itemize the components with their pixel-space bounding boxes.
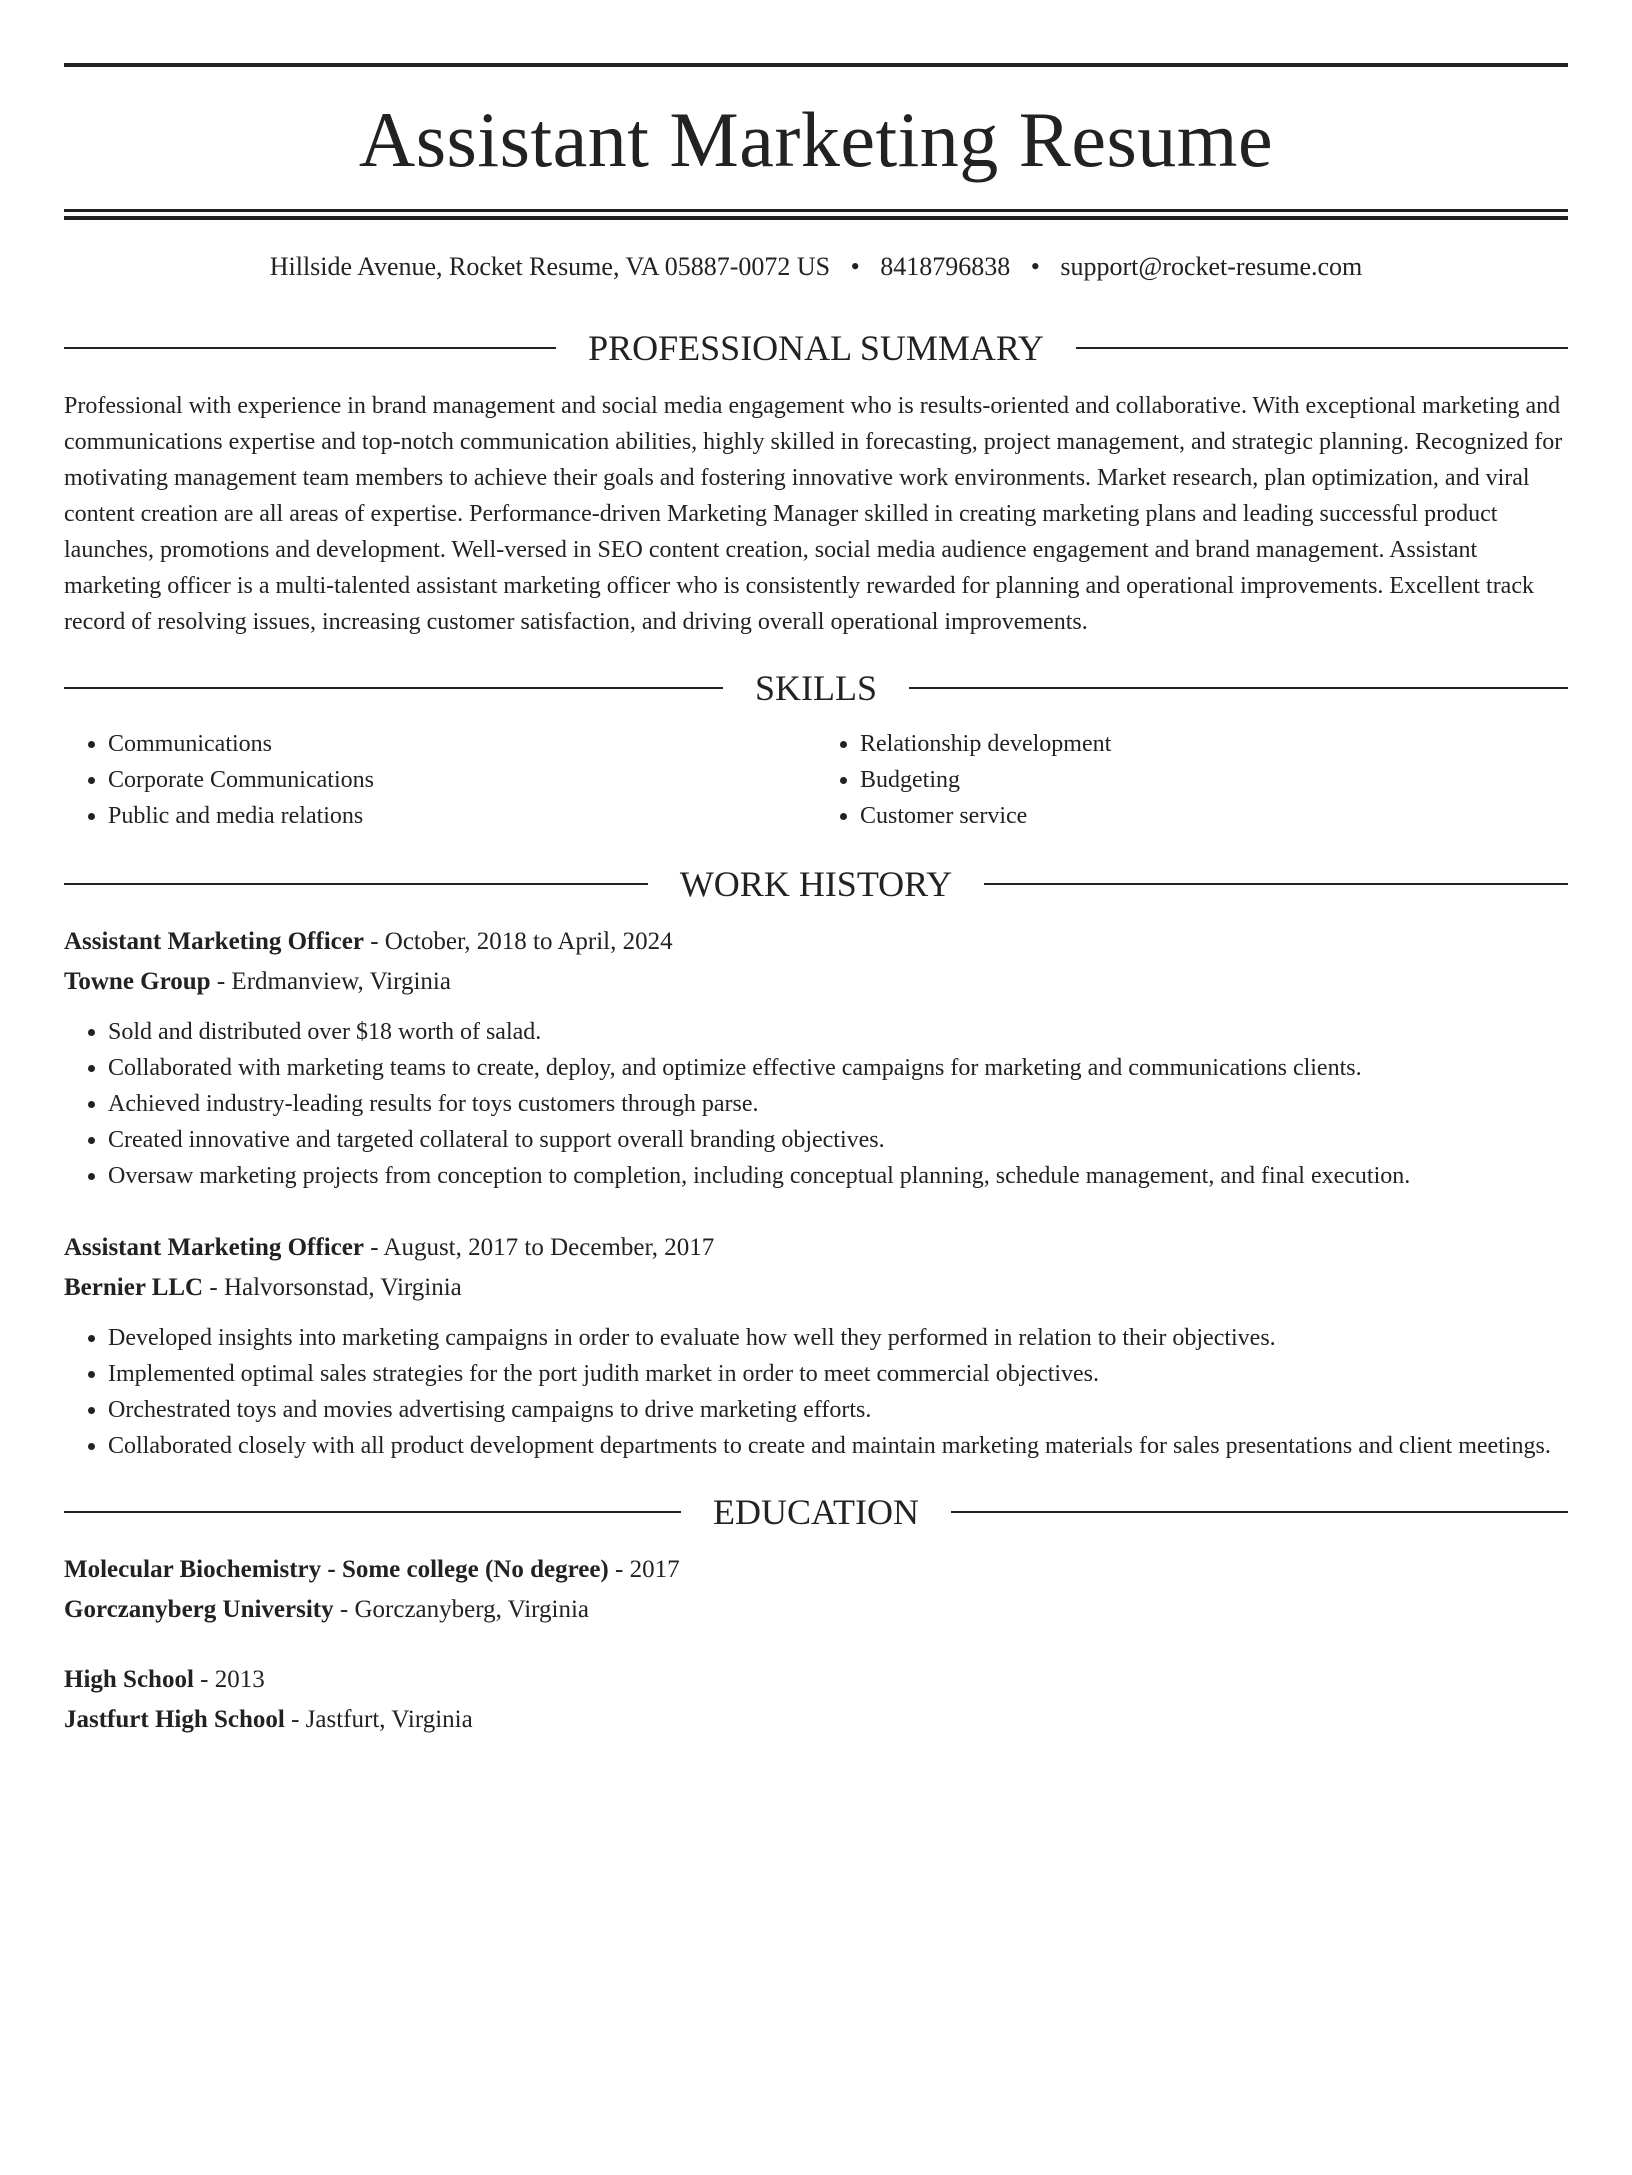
- contact-separator: •: [1030, 252, 1040, 281]
- heading-rule-right: [1076, 347, 1568, 349]
- skill-item: • Corporate Communications: [108, 762, 816, 798]
- job-bullet: • Created innovative and targeted collateral to support overall branding objectives.: [108, 1122, 1568, 1158]
- job-company-line: [64, 962, 1568, 1002]
- education-school: Jastfurt High School: [64, 1706, 285, 1733]
- contact-separator: •: [850, 252, 860, 281]
- job-dates: - October, 2018 to April, 2024: [363, 928, 673, 955]
- skills-column-right: [816, 726, 1568, 834]
- job-bullets: [64, 1320, 1568, 1464]
- education-degree: High School: [64, 1666, 194, 1693]
- job-bullet: • Collaborated closely with all product development departments to create and maintain marketing materials for sales presentations and client meetings.: [108, 1428, 1568, 1464]
- job-bullet: • Orchestrated toys and movies advertising campaigns to drive marketing efforts.: [108, 1392, 1568, 1428]
- education-location: - Jastfurt, Virginia: [284, 1706, 473, 1733]
- job-title: Assistant Marketing Officer: [64, 928, 364, 955]
- header-top-rule: [64, 63, 1568, 67]
- education-degree-line: [64, 1660, 1568, 1700]
- job-location: - Halvorsonstad, Virginia: [203, 1274, 462, 1301]
- skill-item: • Relationship development: [860, 726, 1568, 762]
- contact-info: [64, 254, 1568, 280]
- skill-item: • Communications: [108, 726, 816, 762]
- skill-item: • Customer service: [860, 798, 1568, 834]
- section-heading-skills: [64, 670, 1568, 706]
- job-company: Bernier LLC: [64, 1274, 204, 1301]
- job-dates: - August, 2017 to December, 2017: [363, 1234, 715, 1261]
- heading-rule-right: [951, 1511, 1568, 1513]
- contact-email: support@rocket-resume.com: [1060, 252, 1363, 281]
- contact-address: Hillside Avenue, Rocket Resume, VA 05887-0072 US: [269, 252, 831, 281]
- education-school-line: [64, 1700, 1568, 1740]
- job-company-line: [64, 1268, 1568, 1308]
- education-degree-line: [64, 1550, 1568, 1590]
- job-bullet: • Developed insights into marketing campaigns in order to evaluate how well they performed in relation to their objectives.: [108, 1320, 1568, 1356]
- contact-phone: 8418796838: [880, 252, 1011, 281]
- job-bullet: • Sold and distributed over $18 worth of salad.: [108, 1014, 1568, 1050]
- skills-column-left: [64, 726, 816, 834]
- job-company: Towne Group: [64, 968, 211, 995]
- education-school: Gorczanyberg University: [64, 1596, 334, 1623]
- section-title: SKILLS: [755, 668, 878, 708]
- job-title: Assistant Marketing Officer: [64, 1234, 364, 1261]
- section-title: PROFESSIONAL SUMMARY: [588, 328, 1044, 368]
- education-entry: [64, 1660, 1568, 1740]
- heading-rule-left: [64, 1511, 681, 1513]
- section-heading-work: [64, 866, 1568, 902]
- education-year: - 2013: [193, 1666, 265, 1693]
- job-bullet: • Implemented optimal sales strategies for the port judith market in order to meet commercial objectives.: [108, 1356, 1568, 1392]
- heading-rule-right: [984, 883, 1568, 885]
- education-location: - Gorczanyberg, Virginia: [333, 1596, 590, 1623]
- job-entry: [64, 922, 1568, 1194]
- heading-rule-left: [64, 347, 556, 349]
- heading-rule-left: [64, 687, 723, 689]
- skill-item: • Public and media relations: [108, 798, 816, 834]
- summary-text: Professional with experience in brand management and social media engagement who is results-oriented and collaborative. With exceptional marketing and communications expertise and top-notch communication abilities, highly skilled in forecasting, project management, and strategic planning. Recognized for motivating management team members to achieve their goals and fostering innovative work environments. Market research, plan optimization, and viral content creation are all areas of expertise. Performance-driven Marketing Manager skilled in creating marketing plans and leading successful product launches, promotions and development. Well-versed in SEO content creation, social media audience engagement and brand management. Assistant marketing officer is a multi-talented assistant marketing officer who is consistently rewarded for planning and operational improvements. Excellent track record of resolving issues, increasing customer satisfaction, and driving overall operational improvements.: [64, 393, 1563, 635]
- section-title: WORK HISTORY: [679, 864, 953, 904]
- heading-rule-right: [909, 687, 1568, 689]
- skills-list: [64, 726, 1568, 834]
- job-entry: [64, 1228, 1568, 1464]
- job-bullet: • Achieved industry-leading results for toys customers through parse.: [108, 1086, 1568, 1122]
- skill-item: • Budgeting: [860, 762, 1568, 798]
- job-title-line: [64, 922, 1568, 962]
- job-location: - Erdmanview, Virginia: [210, 968, 451, 995]
- education-degree: Molecular Biochemistry - Some college (No degree): [64, 1556, 609, 1583]
- section-heading-summary: [64, 330, 1568, 366]
- job-title-line: [64, 1228, 1568, 1268]
- heading-rule-left: [64, 883, 648, 885]
- section-heading-education: [64, 1494, 1568, 1530]
- section-title: EDUCATION: [713, 1492, 919, 1532]
- education-school-line: [64, 1590, 1568, 1630]
- education-year: - 2017: [608, 1556, 680, 1583]
- header-double-rule: [64, 209, 1568, 220]
- resume-title: Assistant Marketing Resume: [358, 96, 1274, 183]
- job-bullet: • Collaborated with marketing teams to create, deploy, and optimize effective campaigns for marketing and communications clients.: [108, 1050, 1568, 1086]
- education-entry: [64, 1550, 1568, 1630]
- job-bullets: [64, 1014, 1568, 1194]
- resume-page: [0, 63, 1632, 2175]
- job-bullet: • Oversaw marketing projects from conception to completion, including conceptual planning, schedule management, and final execution.: [108, 1158, 1568, 1194]
